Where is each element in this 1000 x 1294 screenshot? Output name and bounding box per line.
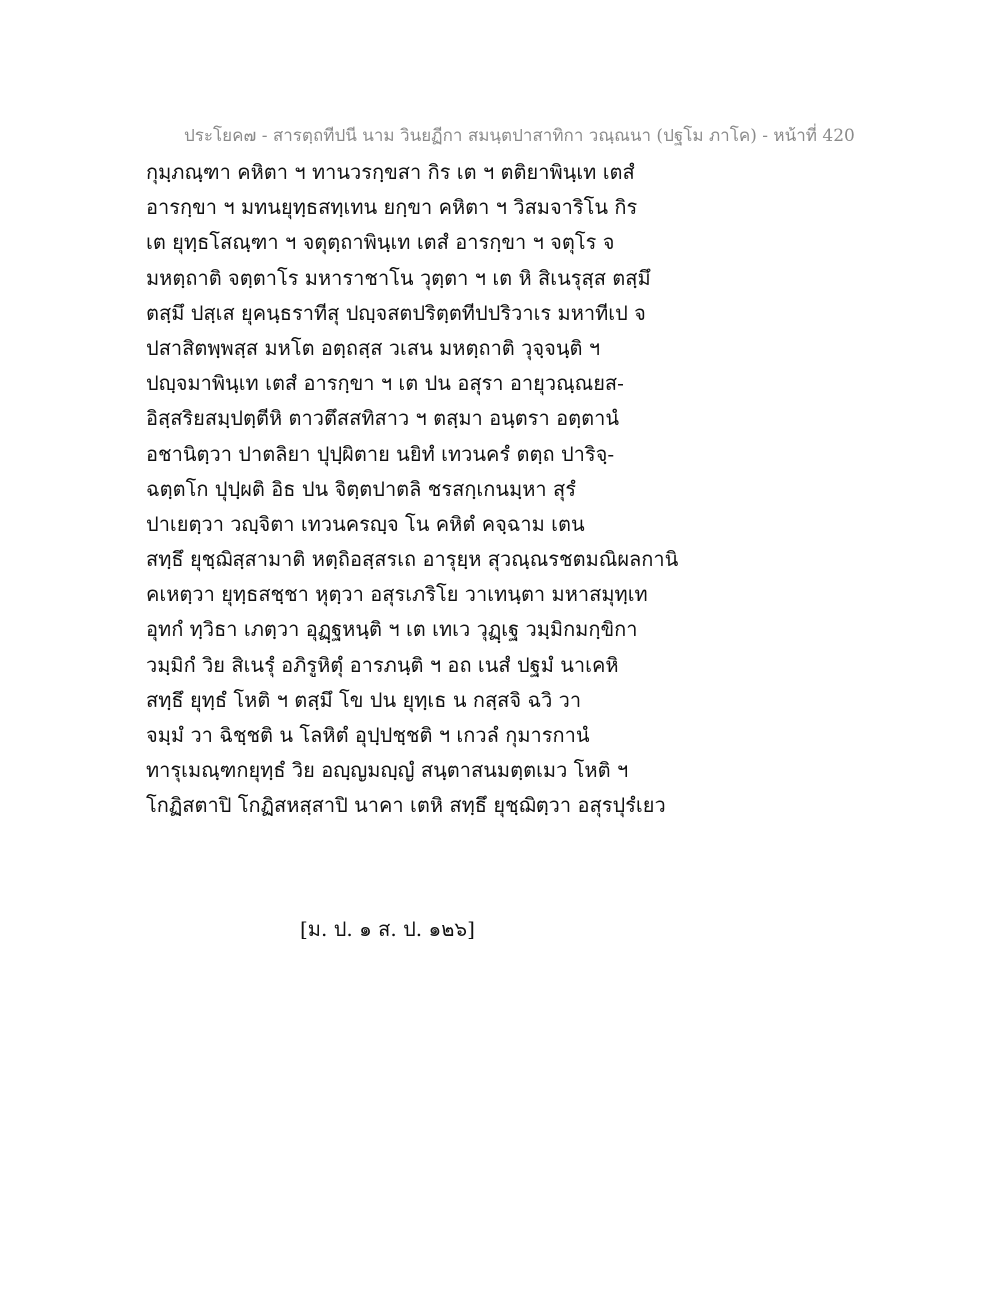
text-line: ตสฺมึ ปสฺเส ยุคนฺธราทีสุ ปญฺจสตปริตฺตทีปปริวาเร มหาทีเป จ bbox=[146, 300, 646, 325]
text-line: อชานิตฺวา ปาตลิยา ปุปฺผิตาย นยิทํ เทวนครํ ตตฺถ ปาริจฺ- bbox=[146, 441, 615, 466]
text-line: สทฺธึ ยุชฺฌิสฺสามาติ หตฺถิอสฺสรเถ อารุยฺห สุวณฺณรชตมณิผลกานิ bbox=[146, 547, 679, 572]
text-line: อิสฺสริยสมฺปตฺตีหิ ตาวตึสสทิสาว ฯ ตสฺมา อนฺตรา อตฺตานํ bbox=[146, 406, 619, 431]
text-line: เต ยุทฺธโสณฺฑา ฯ จตุตฺถาพินฺเท เตสํ อารกฺขา ฯ จตุโร จ bbox=[146, 230, 615, 255]
text-line: อารกฺขา ฯ มทนยุทฺธสทฺเทน ยกฺขา คหิตา ฯ วิสมจาริโน กิร bbox=[146, 195, 638, 220]
text-line: มหตฺถาติ จตฺตาโร มหาราชาโน วุตฺตา ฯ เต หิ สิเนรุสฺส ตสฺมึ bbox=[146, 265, 651, 290]
text-line: สทฺธึ ยุทฺธํ โหติ ฯ ตสฺมึ โข ปน ยุทฺเธ น กสฺสจิ ฉวิ วา bbox=[146, 687, 582, 712]
text-line: ปญฺจมาพินฺเท เตสํ อารกฺขา ฯ เต ปน อสุรา อายุวณฺณยส- bbox=[146, 371, 624, 396]
page-header: ประโยค๗ - สารตฺถทีปนี นาม วินยฏีกา สมนฺตปาสาทิกา วณฺณนา (ปฐโม ภาโค) - หน้าที่ 420 bbox=[184, 126, 855, 146]
text-line: จมฺมํ วา ฉิชฺชติ น โลหิตํ อุปฺปชฺชติ ฯ เกวลํ กุมารกานํ bbox=[146, 723, 590, 747]
text-line: ฉตฺตโก ปุปฺผติ อิธ ปน จิตฺตปาตลิ ชรสกฺเกนมฺหา สุรํ bbox=[146, 476, 576, 501]
text-line: ปาเยตฺวา วญฺจิตา เทวนครญฺจ โน คหิตํ คจฺฉาม เตน bbox=[146, 511, 585, 536]
text-line: วมฺมิกํ วิย สิเนรุํ อภิรูหิตุํ อารภนฺติ ฯ อถ เนสํ ปฐมํ นาเคหิ bbox=[146, 652, 619, 677]
text-line: ทารุเมณฺฑกยุทฺธํ วิย อญฺญมญฺญํ สนฺตาสนมตฺตเมว โหติ ฯ bbox=[146, 758, 629, 783]
text-line: ปสาสิตพฺพสฺส มหโต อตฺถสฺส วเสน มหตฺถาติ วุจฺจนฺติ ฯ bbox=[146, 335, 601, 360]
page-reference: [ม. ป. ๑ ส. ป. ๑๒๖] bbox=[300, 917, 475, 941]
text-line: อุทกํ ทฺวิธา เภตฺวา อุฏฺฐหนฺติ ฯ เต เทเว วุฏฺเฐ วมฺมิกมกฺขิกา bbox=[146, 617, 638, 642]
body-text bbox=[146, 155, 866, 824]
text-line: คเหตฺวา ยุทฺธสชฺชา หุตฺวา อสุรเภริโย วาเทนฺตา มหาสมุทฺเท bbox=[146, 582, 648, 607]
text-line: กุมฺภณฺฑา คหิตา ฯ ทานวรกฺขสา กิร เต ฯ ตติยาพินฺเท เตสํ bbox=[146, 160, 635, 184]
text-line: โกฏิสตาปิ โกฏิสหสฺสาปิ นาคา เตหิ สทฺธึ ยุชฺฌิตฺวา อสุรปุรํเยว bbox=[146, 793, 666, 818]
